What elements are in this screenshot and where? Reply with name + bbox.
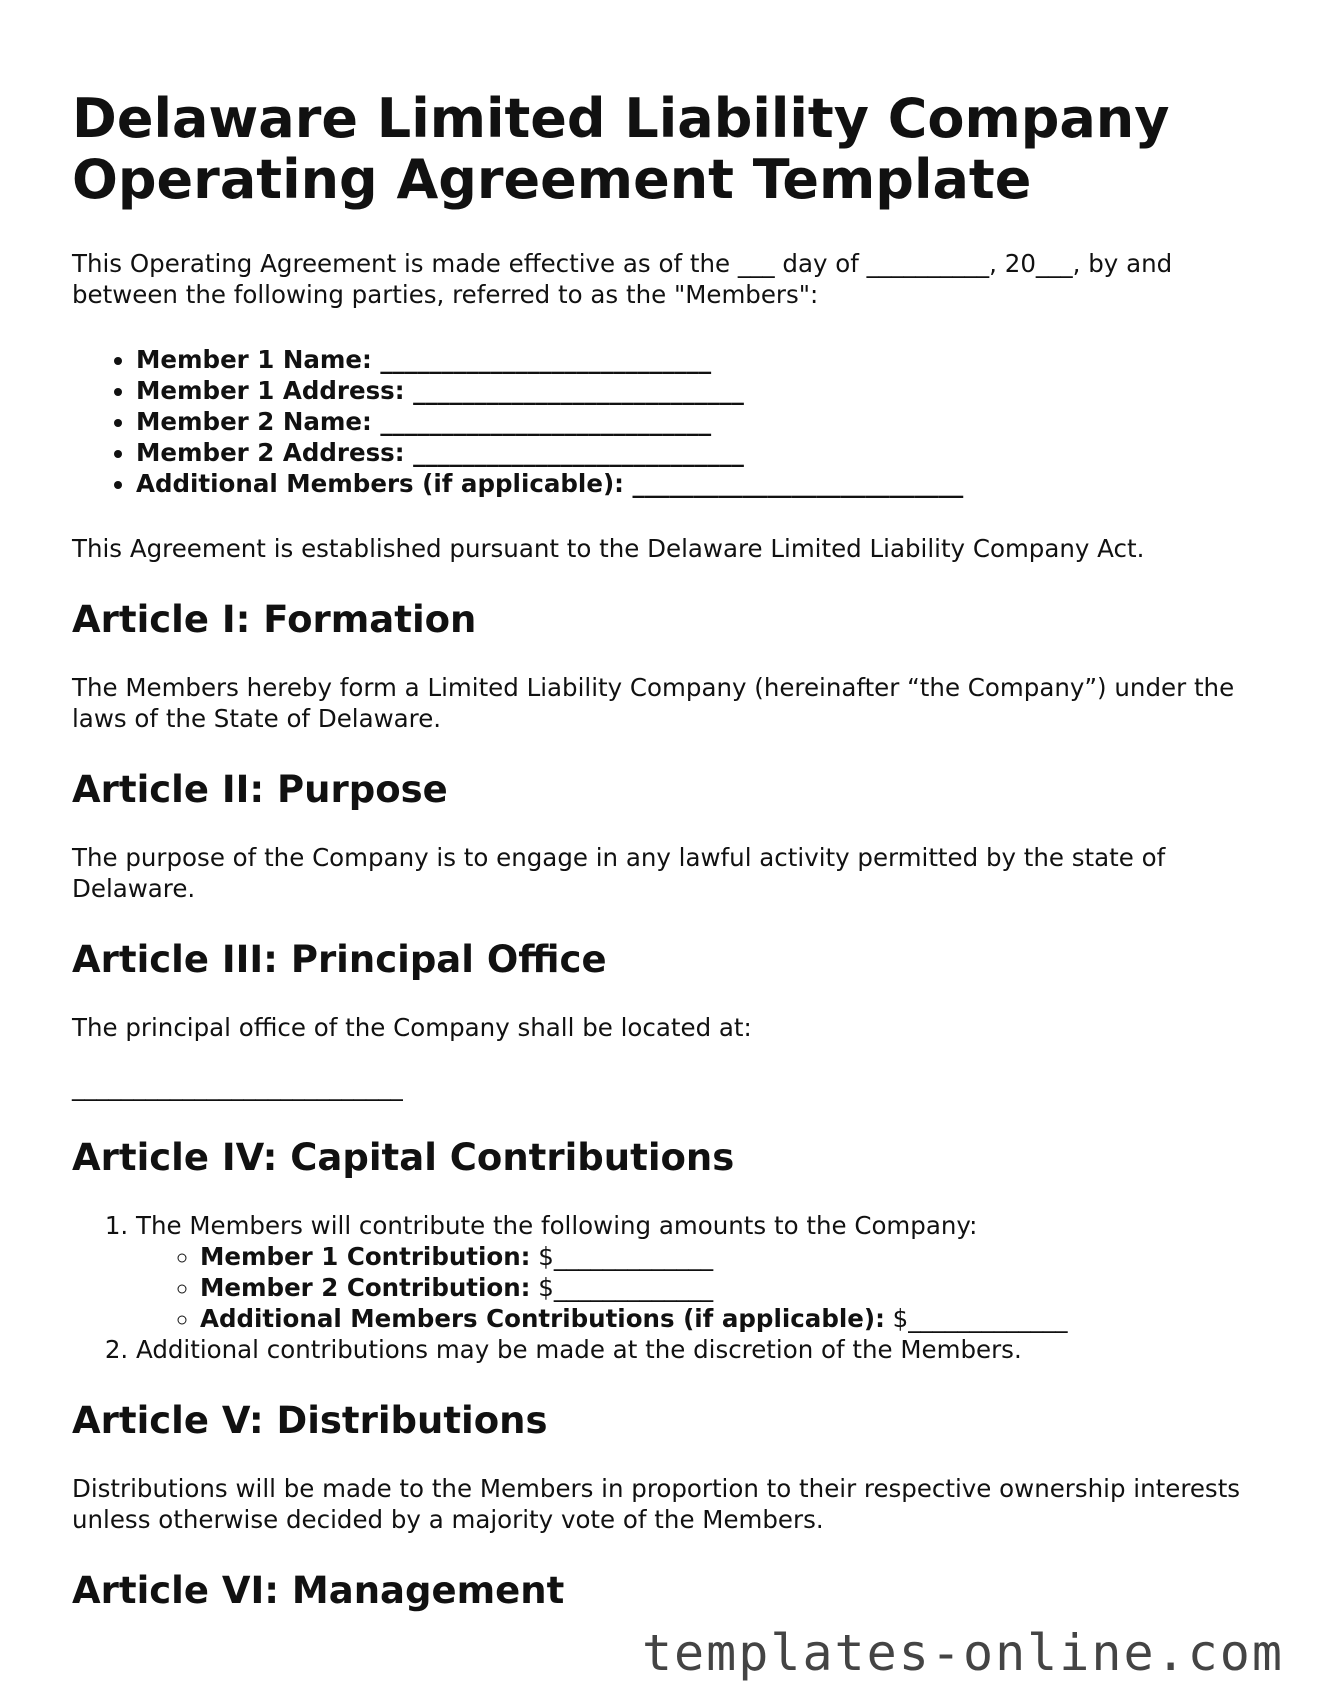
list-item: [200, 1241, 1252, 1272]
member-label: Member 1 Name:: [136, 345, 372, 374]
article-formation-heading: Article I: Formation: [72, 598, 477, 641]
member-blank: ___________________________: [380, 407, 712, 436]
member-label: Member 1 Address:: [136, 376, 405, 405]
office-address-blank: ___________________________: [72, 1072, 403, 1101]
member-blank: ___________________________: [380, 345, 712, 374]
contribution-intro: The Members will contribute the following amounts to the Company:: [136, 1211, 978, 1240]
list-item: [136, 437, 1252, 468]
document-page: [72, 88, 1252, 1643]
article-management-heading: Article VI: Management: [72, 1569, 565, 1612]
member-label: Additional Members (if applicable):: [136, 469, 624, 498]
list-item: [136, 468, 1252, 499]
article-purpose-text: The purpose of the Company is to engage in any lawful activity permitted by the state of Delaware.: [72, 843, 1166, 903]
list-item: [136, 1334, 1252, 1365]
member-label: Member 2 Address:: [136, 438, 405, 467]
list-item: [136, 1210, 1252, 1334]
capital-contributions-list: [72, 1210, 1252, 1365]
contribution-label: Additional Members Contributions (if applicable):: [200, 1304, 885, 1333]
member-blank: ___________________________: [413, 376, 744, 405]
member-blank: ___________________________: [413, 438, 744, 467]
document-title: Delaware Limited Liability Company Operating Agreement Template: [72, 87, 1170, 211]
members-list: [72, 344, 1252, 499]
article-office-heading: Article III: Principal Office: [72, 938, 607, 981]
intro-paragraph: This Operating Agreement is made effective as of the ___ day of __________, 20___, by and between the following parties, referred to as the "Members":: [72, 249, 1173, 309]
act-statement: This Agreement is established pursuant to the Delaware Limited Liability Company Act.: [72, 534, 1145, 563]
list-item: [200, 1303, 1252, 1334]
member-blank: ___________________________: [632, 469, 964, 498]
article-distributions-text: Distributions will be made to the Members in proportion to their respective ownership interests unless otherwise decided by a majority vote of the Members.: [72, 1474, 1241, 1534]
article-distributions-heading: Article V: Distributions: [72, 1399, 548, 1442]
contribution-label: Member 1 Contribution:: [200, 1242, 531, 1271]
member-label: Member 2 Name:: [136, 407, 372, 436]
list-item: [136, 375, 1252, 406]
contribution-label: Member 2 Contribution:: [200, 1273, 531, 1302]
article-office-text: The principal office of the Company shall be located at:: [72, 1013, 752, 1042]
list-item: [136, 406, 1252, 437]
contribution-value: $_____________: [538, 1242, 714, 1271]
additional-contributions-text: Additional contributions may be made at the discretion of the Members.: [136, 1335, 1022, 1364]
contribution-value: $_____________: [892, 1304, 1068, 1333]
article-purpose-heading: Article II: Purpose: [72, 768, 448, 811]
article-capital-heading: Article IV: Capital Contributions: [72, 1136, 735, 1179]
list-item: [200, 1272, 1252, 1303]
article-formation-text: The Members hereby form a Limited Liability Company (hereinafter “the Company”) under the laws of the State of Delaware.: [72, 673, 1235, 733]
contribution-value: $_____________: [538, 1273, 714, 1302]
contributions-sublist: [136, 1241, 1252, 1334]
list-item: [136, 344, 1252, 375]
watermark: templates-online.com: [641, 1624, 1284, 1682]
